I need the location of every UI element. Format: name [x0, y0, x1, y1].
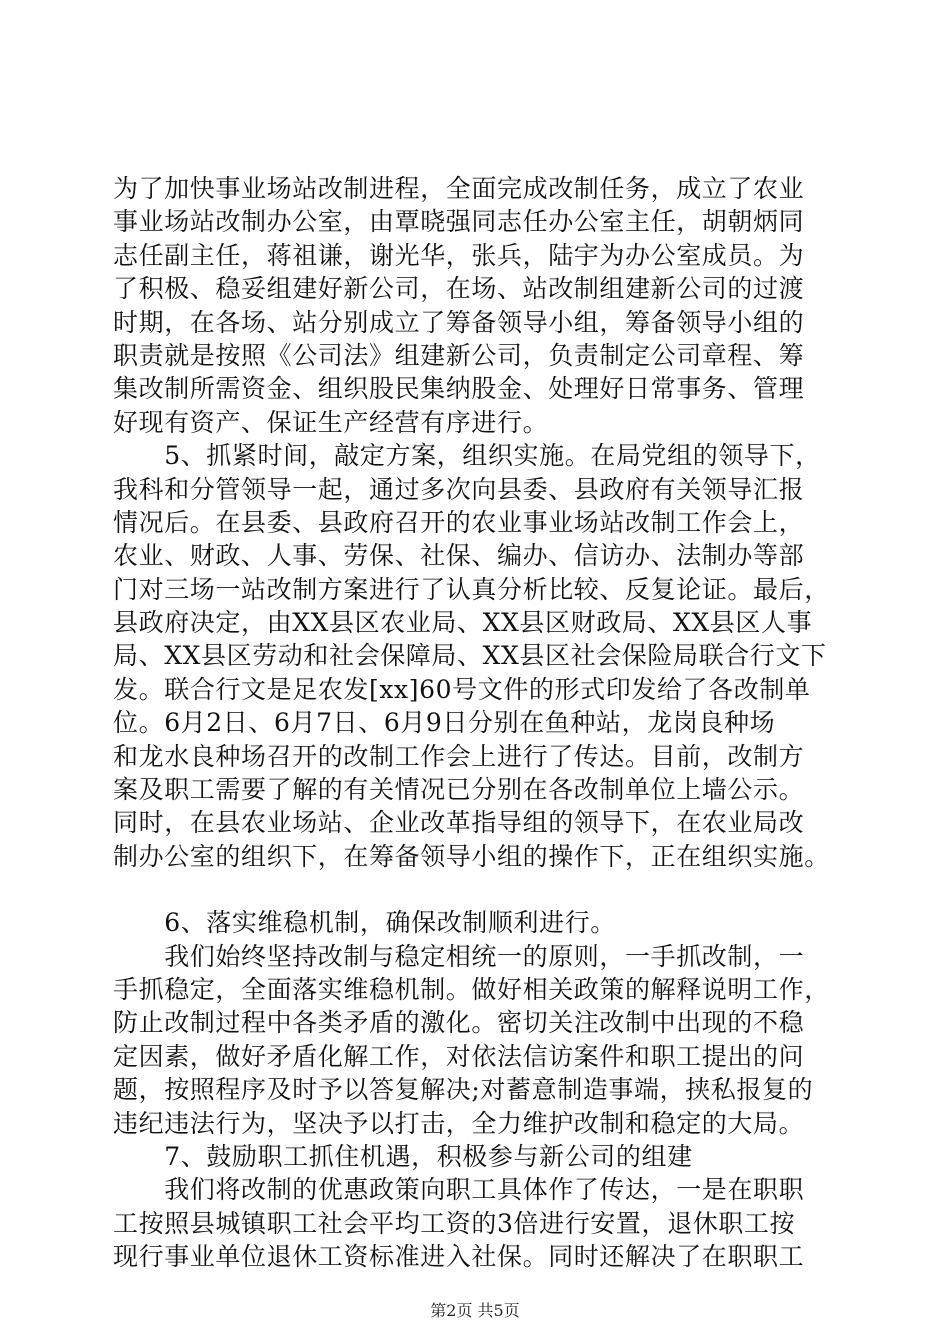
text-line: 同时，在县农业场站、企业改革指导组的领导下，在农业局改: [113, 808, 805, 838]
text-line: 位。6月2日、6月7日、6月9日分别在鱼种站，龙岗良种场: [113, 708, 776, 738]
text-line: 时期，在各场、站分别成立了筹备领导小组，筹备领导小组的: [113, 307, 805, 337]
text-line: 违纪违法行为，坚决予以打击，全力维护改制和稳定的大局。: [113, 1108, 805, 1138]
text-line: 集改制所需资金、组织股民集纳股金、处理好日常事务、管理: [113, 374, 805, 404]
text-line: 情况后。在县委、县政府召开的农业事业场站改制工作会上，: [113, 507, 805, 537]
text-line: 农业、财政、人事、劳保、社保、编办、信访办、法制办等部: [113, 541, 805, 571]
document-body: [113, 172, 847, 1274]
text-line: 手抓稳定，全面落实维稳机制。做好相关政策的解释说明工作，: [113, 974, 830, 1004]
text-line: 志任副主任，蒋祖谦，谢光华，张兵，陆宇为办公室成员。为: [113, 240, 805, 270]
paragraph-section-5: [113, 439, 847, 873]
text-line: 好现有资产、保证生产经营有序进行。: [113, 407, 549, 437]
section-heading-line: 6、落实维稳机制，确保改制顺利进行。: [113, 908, 616, 938]
text-line: 案及职工需要了解的有关情况已分别在各改制单位上墙公示。: [113, 775, 805, 805]
text-line: 事业场站改制办公室，由覃晓强同志任办公室主任，胡朝炳同: [113, 207, 805, 237]
text-line: 局、XX县区劳动和社会保障局、XX县区社会保险局联合行文下: [113, 641, 827, 671]
text-line: 定因素，做好矛盾化解工作，对依法信访案件和职工提出的问: [113, 1041, 805, 1071]
text-line: 制办公室的组织下，在筹备领导小组的操作下，正在组织实施。: [113, 841, 830, 871]
text-line: 我们始终坚持改制与稳定相统一的原则，一手抓改制，一: [113, 941, 805, 971]
text-line: 县政府决定，由XX县区农业局、XX县区财政局、XX县区人事: [113, 608, 813, 638]
text-line: 发。联合行文是足农发[xx]60号文件的形式印发给了各改制单: [113, 674, 811, 704]
text-line: 我科和分管领导一起，通过多次向县委、县政府有关领导汇报: [113, 474, 805, 504]
text-line: 题，按照程序及时予以答复解决;对蓄意制造事端，挟私报复的: [113, 1075, 814, 1105]
section-heading-line: 7、鼓励职工抓住机遇，积极参与新公司的组建: [113, 1141, 693, 1171]
text-line: 和龙水良种场召开的改制工作会上进行了传达。目前，改制方: [113, 741, 805, 771]
text-line: 工按照县城镇职工社会平均工资的3倍进行安置，退休职工按: [113, 1208, 796, 1238]
paragraph-establish-office: [113, 172, 847, 439]
section-heading-line: 5、抓紧时间，敲定方案，组织实施。在局党组的领导下，: [113, 441, 821, 471]
text-line: 我们将改制的优惠政策向职工具体作了传达，一是在职职: [113, 1175, 805, 1205]
text-line: 防止改制过程中各类矛盾的激化。密切关注改制中出现的不稳: [113, 1008, 805, 1038]
text-line: 门对三场一站改制方案进行了认真分析比较、反复论证。最后，: [113, 574, 830, 604]
paragraph-section-6-7: [113, 906, 847, 1273]
text-line: 职责就是按照《公司法》组建新公司，负责制定公司章程、筹: [113, 340, 805, 370]
text-line: 为了加快事业场站改制进程，全面完成改制任务，成立了农业: [113, 174, 805, 203]
paragraph-spacer: [113, 873, 847, 906]
page-number-footer: 第2页 共5页: [430, 1301, 520, 1320]
text-line: 现行事业单位退休工资标准进入社保。同时还解决了在职职工: [113, 1242, 805, 1272]
text-line: 了积极、稳妥组建好新公司，在场、站改制组建新公司的过渡: [113, 274, 805, 304]
